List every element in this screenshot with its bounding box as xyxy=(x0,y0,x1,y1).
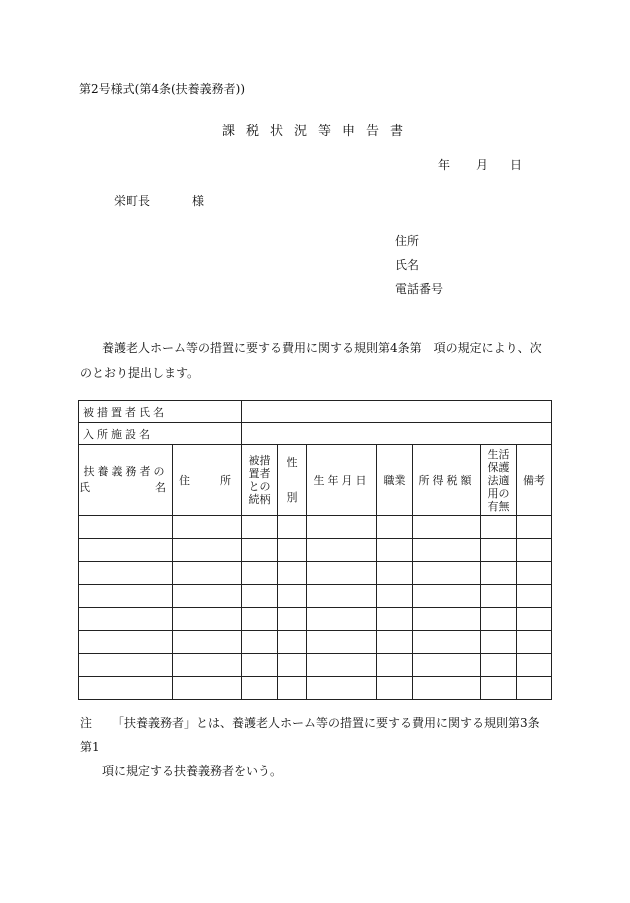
table-cell[interactable] xyxy=(413,631,481,654)
table-cell[interactable] xyxy=(517,585,552,608)
table-cell[interactable] xyxy=(278,539,307,562)
table-cell[interactable] xyxy=(377,631,413,654)
applicant-address-label: 住所 xyxy=(395,234,420,248)
table-cell[interactable] xyxy=(307,539,377,562)
table-cell[interactable] xyxy=(307,608,377,631)
table-cell[interactable] xyxy=(377,562,413,585)
header-sex: 性 別 xyxy=(278,445,307,516)
table-cell[interactable] xyxy=(173,677,242,700)
table-cell[interactable] xyxy=(377,539,413,562)
facility-value[interactable] xyxy=(242,423,552,445)
table-cell[interactable] xyxy=(377,608,413,631)
header-welfare: 生活 保護 法適 用の 有無 xyxy=(481,445,517,516)
note-prefix: 注 xyxy=(80,716,93,730)
table-cell[interactable] xyxy=(307,654,377,677)
table-cell[interactable] xyxy=(481,539,517,562)
column-header-row xyxy=(79,445,552,516)
header-income-tax: 所得税額 xyxy=(413,445,481,516)
table-cell[interactable] xyxy=(278,654,307,677)
table-cell[interactable] xyxy=(377,654,413,677)
table-cell[interactable] xyxy=(481,631,517,654)
table-cell[interactable] xyxy=(481,677,517,700)
table-row xyxy=(79,562,552,585)
table-cell[interactable] xyxy=(481,654,517,677)
table-cell[interactable] xyxy=(278,677,307,700)
table-cell[interactable] xyxy=(242,516,278,539)
table-cell[interactable] xyxy=(481,585,517,608)
table-row xyxy=(79,608,552,631)
table-cell[interactable] xyxy=(481,562,517,585)
table-cell[interactable] xyxy=(173,539,242,562)
table-cell[interactable] xyxy=(278,516,307,539)
applicant-name-label: 氏名 xyxy=(395,258,420,272)
table-cell[interactable] xyxy=(79,608,173,631)
table-cell[interactable] xyxy=(79,677,173,700)
table-cell[interactable] xyxy=(413,562,481,585)
table-cell[interactable] xyxy=(413,677,481,700)
table-cell[interactable] xyxy=(278,608,307,631)
applicant-phone-label: 電話番号 xyxy=(395,282,444,296)
table-cell[interactable] xyxy=(517,562,552,585)
table-cell[interactable] xyxy=(242,608,278,631)
table-cell[interactable] xyxy=(307,631,377,654)
data-rows xyxy=(79,516,552,700)
declaration-table xyxy=(78,400,552,700)
table-row xyxy=(79,631,552,654)
table-cell[interactable] xyxy=(242,539,278,562)
table-cell[interactable] xyxy=(377,516,413,539)
table-cell[interactable] xyxy=(173,654,242,677)
table-cell[interactable] xyxy=(517,654,552,677)
table-cell[interactable] xyxy=(413,539,481,562)
addressee-name: 栄町長 xyxy=(114,194,151,208)
table-cell[interactable] xyxy=(377,677,413,700)
table-cell[interactable] xyxy=(307,516,377,539)
table-cell[interactable] xyxy=(517,631,552,654)
insured-person-label: 被措置者氏名 xyxy=(79,401,242,423)
table-cell[interactable] xyxy=(173,608,242,631)
table-cell[interactable] xyxy=(278,585,307,608)
table-row xyxy=(79,677,552,700)
table-cell[interactable] xyxy=(242,585,278,608)
table-cell[interactable] xyxy=(481,516,517,539)
date-month: 月 xyxy=(476,158,489,172)
table-cell[interactable] xyxy=(79,539,173,562)
table-cell[interactable] xyxy=(413,585,481,608)
insured-person-value[interactable] xyxy=(242,401,552,423)
table-cell[interactable] xyxy=(481,608,517,631)
table-cell[interactable] xyxy=(242,562,278,585)
form-number: 第2号様式(第4条(扶養義務者)) xyxy=(79,82,245,96)
header-guardian-name: 扶養義務者の 氏 名 xyxy=(79,445,173,516)
table-cell[interactable] xyxy=(377,585,413,608)
body-text xyxy=(80,336,550,386)
table-cell[interactable] xyxy=(242,677,278,700)
table-cell[interactable] xyxy=(79,631,173,654)
table-cell[interactable] xyxy=(242,631,278,654)
table-cell[interactable] xyxy=(517,516,552,539)
table-cell[interactable] xyxy=(173,585,242,608)
header-relation: 被措 置者 との 続柄 xyxy=(242,445,278,516)
header-job: 職業 xyxy=(377,445,413,516)
header-birthdate: 生年月日 xyxy=(307,445,377,516)
table-row xyxy=(79,539,552,562)
addressee xyxy=(114,192,204,209)
date-day: 日 xyxy=(510,158,523,172)
table-cell[interactable] xyxy=(307,562,377,585)
table-cell[interactable] xyxy=(413,516,481,539)
facility-label: 入所施設名 xyxy=(79,423,242,445)
document-title: 課税状況等申告書 xyxy=(222,124,415,139)
table-cell[interactable] xyxy=(79,516,173,539)
table-cell[interactable] xyxy=(517,677,552,700)
table-cell[interactable] xyxy=(278,631,307,654)
table-cell[interactable] xyxy=(173,562,242,585)
header-address: 住 所 xyxy=(173,445,242,516)
table-cell[interactable] xyxy=(307,677,377,700)
footnote xyxy=(80,711,550,783)
insured-person-row xyxy=(79,401,552,423)
date-line xyxy=(438,156,522,173)
note-line1: 「扶養義務者」とは、養護老人ホーム等の措置に要する費用に関する規則第3条第1 xyxy=(80,716,540,754)
table-cell[interactable] xyxy=(307,585,377,608)
table-cell[interactable] xyxy=(173,516,242,539)
addressee-honorific: 様 xyxy=(192,194,205,208)
table-cell[interactable] xyxy=(517,608,552,631)
table-cell[interactable] xyxy=(79,654,173,677)
table-cell[interactable] xyxy=(79,585,173,608)
header-remarks: 備考 xyxy=(517,445,552,516)
facility-row xyxy=(79,423,552,445)
table-row xyxy=(79,516,552,539)
date-year: 年 xyxy=(438,158,451,172)
table-row xyxy=(79,654,552,677)
body-sentence: 養護老人ホーム等の措置に要する費用に関する規則第4条第 項の規定により、次のとおり提出します。 xyxy=(80,341,542,380)
table-cell[interactable] xyxy=(413,608,481,631)
table-cell[interactable] xyxy=(413,654,481,677)
table-cell[interactable] xyxy=(517,539,552,562)
table-cell[interactable] xyxy=(173,631,242,654)
table-cell[interactable] xyxy=(242,654,278,677)
table-row xyxy=(79,585,552,608)
table-cell[interactable] xyxy=(278,562,307,585)
table-cell[interactable] xyxy=(79,562,173,585)
note-line2: 項に規定する扶養義務者をいう。 xyxy=(102,764,283,778)
